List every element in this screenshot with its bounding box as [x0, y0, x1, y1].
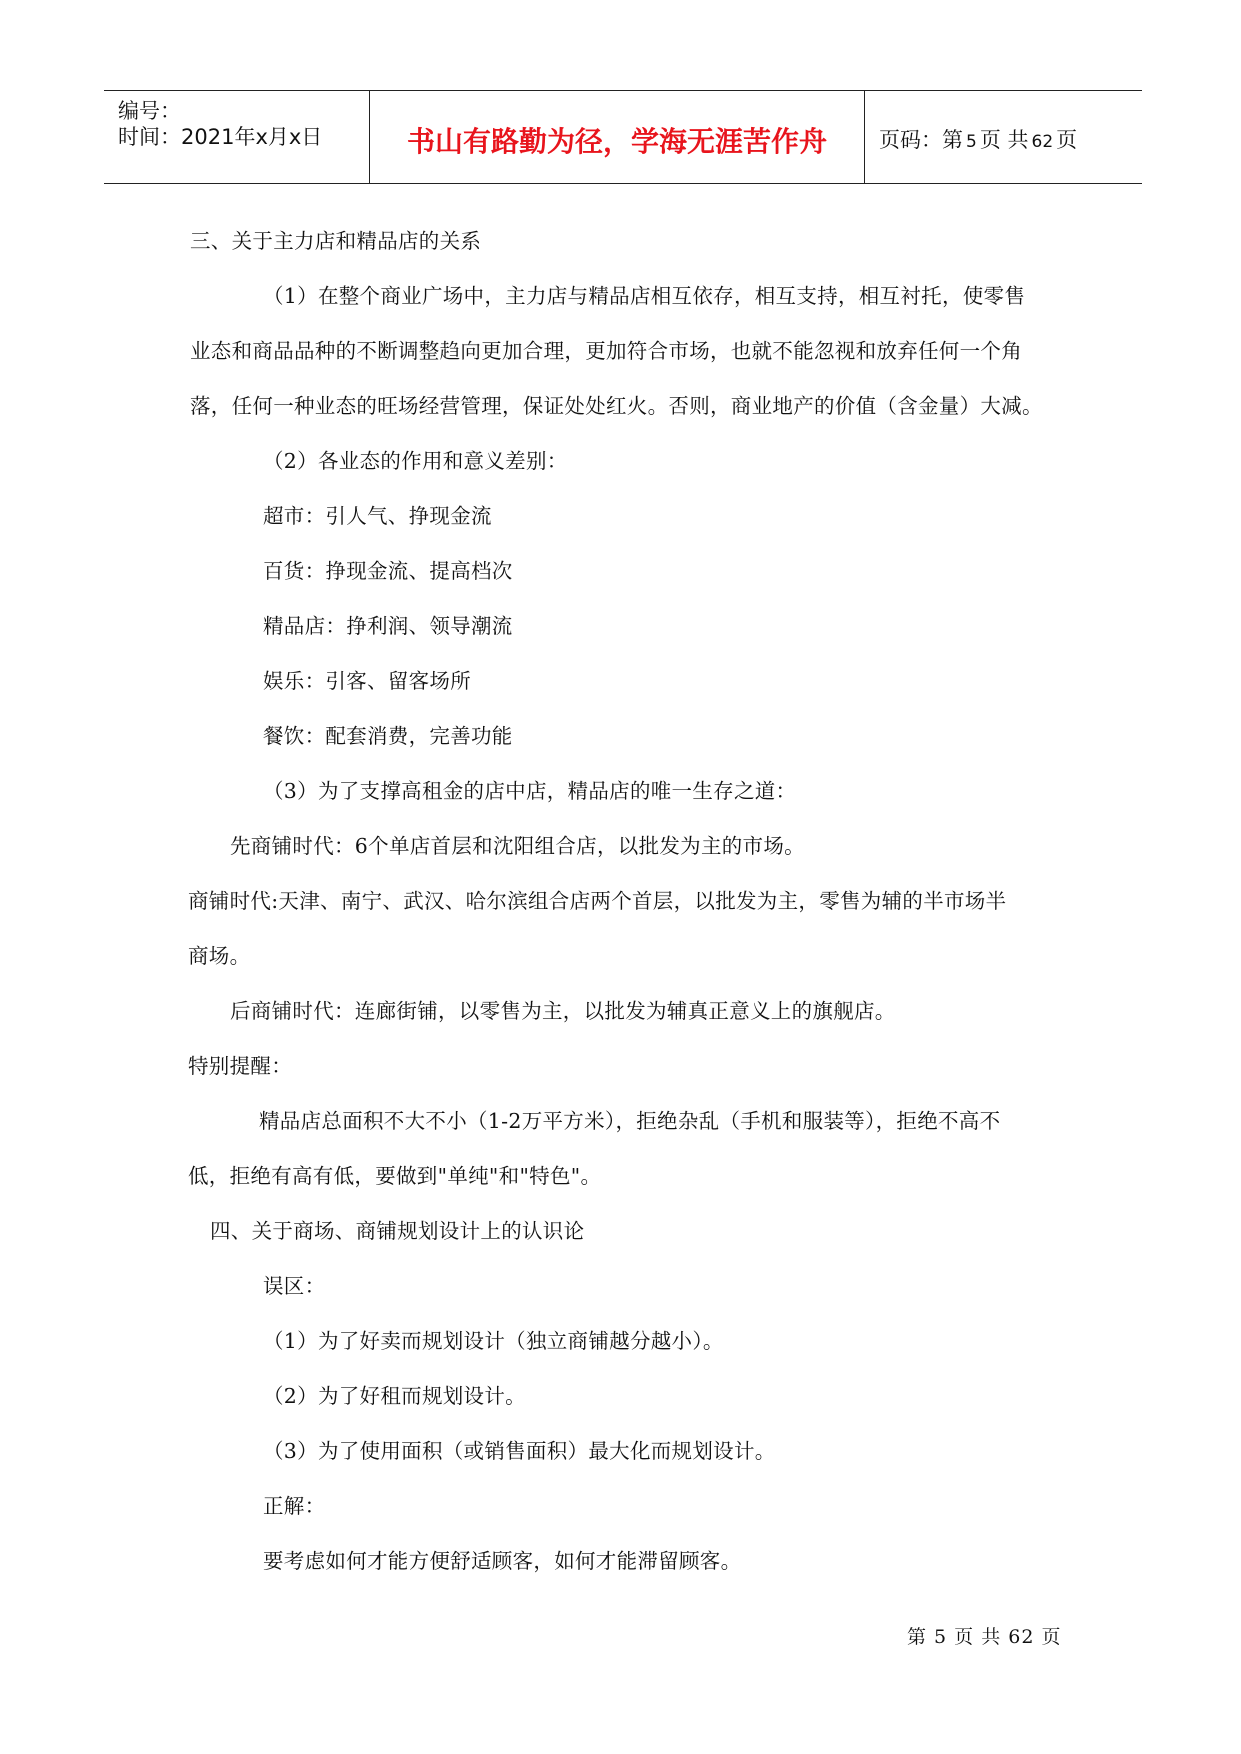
- paragraph-line: 商场。: [188, 944, 251, 968]
- serial-label: 编号：: [118, 99, 181, 123]
- section-heading-3: 三、关于主力店和精品店的关系: [190, 229, 482, 253]
- list-item: 精品店：挣利润、领导潮流: [263, 614, 513, 638]
- paragraph-line: 商铺时代:天津、南宁、武汉、哈尔滨组合店两个首层，以批发为主，零售为辅的半市场半: [188, 889, 1007, 913]
- paragraph-line: 特别提醒：: [188, 1054, 292, 1078]
- paragraph-line: 低，拒绝有高有低，要做到"单纯"和"特色"。: [188, 1164, 602, 1188]
- list-item: 百货：挣现金流、提高档次: [263, 559, 513, 583]
- header-page-cell: [865, 91, 1142, 183]
- paragraph-line: （2）各业态的作用和意义差别：: [263, 449, 568, 473]
- time-label: 时间：2021年x月x日: [118, 125, 323, 149]
- paragraph-line: 正解：: [263, 1494, 326, 1518]
- page-footer: 第 5 页 共 62 页: [907, 1626, 1062, 1648]
- header-page-number: [879, 124, 1077, 154]
- header-motto-cell: [370, 91, 865, 183]
- paragraph-line: （1）在整个商业广场中，主力店与精品店相互依存，相互支持，相互衬托，使零售: [263, 284, 1026, 308]
- motto-text: 书山有路勤为径，学海无涯苦作舟: [406, 125, 827, 158]
- paragraph-line: 后商铺时代：连廊街铺，以零售为主，以批发为辅真正意义上的旗舰店。: [230, 999, 896, 1023]
- paragraph-line: 落，任何一种业态的旺场经营管理，保证处处红火。否则，商业地产的价值（含金量）大减。: [190, 394, 1043, 418]
- page-prefix: 页码：第: [879, 128, 963, 152]
- page-current: 5: [966, 132, 977, 152]
- list-item: （1）为了好卖而规划设计（独立商铺越分越小）。: [263, 1329, 724, 1353]
- list-item: 超市：引人气、挣现金流: [263, 504, 492, 528]
- header-meta-cell: [104, 91, 370, 183]
- list-item: 娱乐：引客、留客场所: [263, 669, 471, 693]
- list-item: （3）为了使用面积（或销售面积）最大化而规划设计。: [263, 1439, 776, 1463]
- paragraph-line: 要考虑如何才能方便舒适顾客，如何才能滞留顾客。: [263, 1549, 742, 1573]
- page-suffix: 页: [1056, 128, 1078, 152]
- page-header: [104, 90, 1142, 184]
- paragraph-line: 业态和商品品种的不断调整趋向更加合理，更加符合市场，也就不能忽视和放弃任何一个角: [190, 339, 1022, 363]
- list-item: 餐饮：配套消费，完善功能: [263, 724, 513, 748]
- paragraph-line: 精品店总面积不大不小（1-2万平方米），拒绝杂乱（手机和服装等），拒绝不高不: [259, 1109, 1001, 1133]
- paragraph-line: （3）为了支撑高租金的店中店，精品店的唯一生存之道：: [263, 779, 797, 803]
- paragraph-line: 误区：: [263, 1274, 326, 1298]
- paragraph-line: 先商铺时代：6个单店首层和沈阳组合店，以批发为主的市场。: [230, 834, 805, 858]
- section-heading-4: 四、关于商场、商铺规划设计上的认识论: [210, 1219, 585, 1243]
- page-middle: 页 共: [979, 128, 1029, 152]
- list-item: （2）为了好租而规划设计。: [263, 1384, 526, 1408]
- page-total: 62: [1031, 132, 1054, 152]
